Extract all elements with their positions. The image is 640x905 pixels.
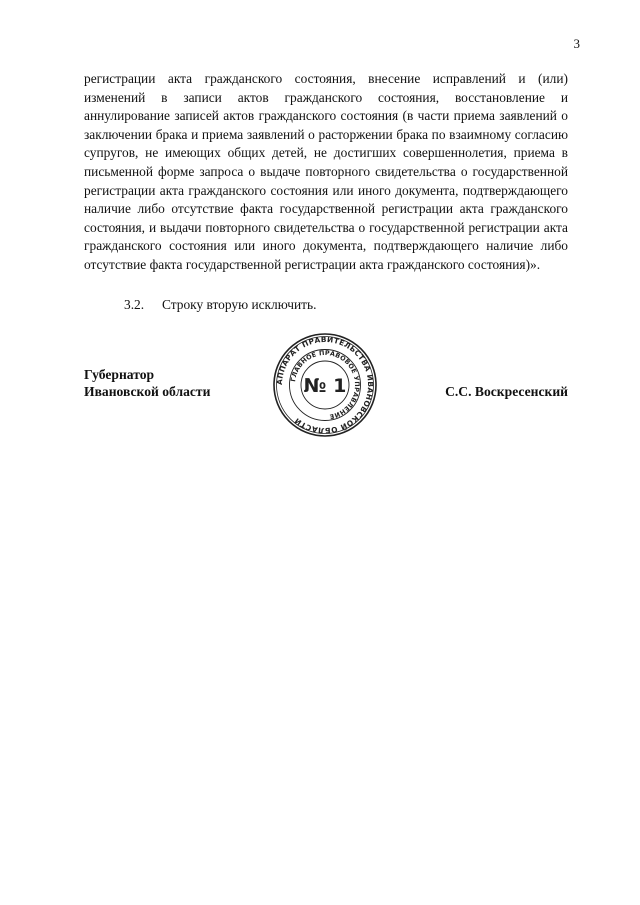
official-seal-stamp <box>272 332 378 438</box>
seal-inner-ring-text: ГЛАВНОЕ ПРАВОВОЕ УПРАВЛЕНИЕ <box>289 348 362 421</box>
signatory-title-line2: Ивановской области <box>84 384 211 399</box>
item-number: 3.2. <box>124 297 145 312</box>
document-body <box>84 70 568 275</box>
signatory-name: С.С. Воскресенский <box>445 384 568 399</box>
seal-center-number: № 1 <box>303 375 347 397</box>
item-text: Строку вторую исключить. <box>162 297 317 312</box>
page-number: 3 <box>573 36 580 51</box>
seal-ring-text: АППАРАТ ПРАВИТЕЛЬСТВА ИВАНОВСКОЙ ОБЛАСТИ <box>274 334 376 436</box>
signatory-position <box>84 366 210 400</box>
list-item-3-2 <box>124 296 316 314</box>
signatory-title-line1: Губернатор <box>84 367 155 382</box>
body-paragraph: регистрации акта гражданского состояния, внесение исправлений и (или) изменений в записи актов гражданского состояния, восстановление и аннулирование записей актов гражданского состояния (в части приема заявлений о заключении брака и приема заявлений о расторжении брака по взаимному согласию супругов, не имеющих общих детей, не достигших совершеннолетия, приема в письменной форме запроса о выдаче повторного свидетельства о государственной регистрации акта гражданского состояния или иного документа, подтверждающего наличие либо отсутствие факта государственной регистрации акта гражданского состояния, и выдачи повторного свидетельства о государственной регистрации акта гражданского состояния или иного документа, подтверждающего наличие либо отсутствие факта государственной регистрации акта гражданского состояния)». <box>84 71 568 272</box>
